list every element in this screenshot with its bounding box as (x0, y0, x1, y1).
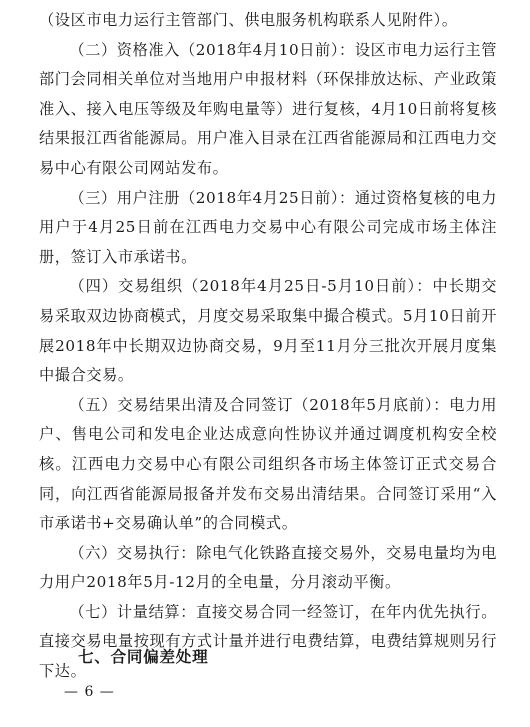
document-body (39, 6, 497, 687)
paragraph-metering-settlement: （七）计量结算：直接交易合同一经签订，在年内优先执行。直接交易电量按现有方式计量并进行电费结算，电费结算规则另行下达。 (39, 602, 497, 681)
paragraph-contact-note: （设区市电力运行主管部门、供电服务机构联系人见附件）。 (39, 11, 458, 29)
paragraph-trade-execution: （六）交易执行：除电气化铁路直接交易外，交易电量均为电力用户2018年5月-12月的全电量，分月滚动平衡。 (39, 543, 497, 592)
paragraph-trade-organization: （四）交易组织（2018年4月25日-5月10日前）：中长期交易采取双边协商模式，月度交易采取集中撮合模式。5月10日前开展2018年中长期双边协商交易，9月至11月分三批次开展月度集中撮合交易。 (39, 277, 497, 385)
paragraph-user-registration: （三）用户注册（2018年4月25日前）：通过资格复核的电力用户于4月25日前在江西电力交易中心有限公司完成市场主体注册，签订入市承诺书。 (39, 188, 497, 266)
paragraph-qualification-access: （二）资格准入（2018年4月10日前）：设区市电力运行主管部门会同相关单位对当地用户申报材料（环保排放达标、产业政策准入、接入电压等级及年购电量等）进行复核，4月10日前将复核结果报江西省能源局。用户准入目录在江西省能源局和江西电力交易中心有限公司网站发布。 (39, 40, 497, 177)
page-number: — 6 — (64, 684, 115, 700)
section-heading-contract-deviation: 七、合同偏差处理 (78, 648, 209, 666)
paragraph-clearing-and-contract: （五）交易结果出清及合同签订（2018年5月底前）：电力用户、售电公司和发电企业达成意向性协议并通过调度机构安全校核。江西电力交易中心有限公司组织各市场主体签订正式交易合同，向江西省能源局报备并发布交易出清结果。合同签订采用“入市承诺书+交易确认单”的合同模式。 (39, 395, 497, 533)
